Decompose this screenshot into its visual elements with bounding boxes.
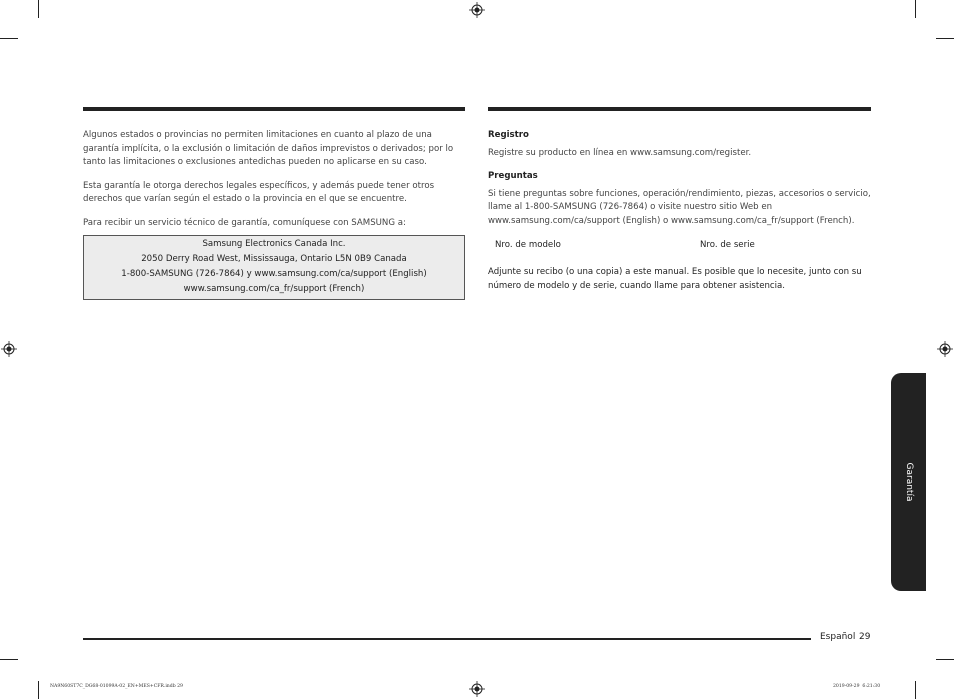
chapter-tab-label: Garantía <box>903 462 914 502</box>
model-serial-row <box>488 239 872 253</box>
section-rule-left <box>83 107 465 111</box>
registro-section <box>488 129 872 160</box>
section-rule-right <box>488 107 871 111</box>
crop-mark <box>0 38 18 39</box>
contact-intro-paragraph: Para recibir un servicio técnico de garantía, comuníquese con SAMSUNG a: <box>83 217 406 228</box>
address-french-support: www.samsung.com/ca_fr/support (French) <box>183 284 365 295</box>
registro-text: Registre su producto en línea en www.samsung.com/register. <box>488 147 752 158</box>
warranty-limitation-paragraph: Algunos estados o provincias no permiten limitaciones en cuanto al plazo de una garantía implícita, o la exclusión o limitación de daños imprevistos o derivados; por lo tanto las limitaciones o exclusiones antedichas pueden no aplicarse en su caso. <box>83 130 454 168</box>
right-column <box>488 129 872 294</box>
left-column <box>83 129 465 300</box>
preguntas-text: Si tiene preguntas sobre funciones, operación/rendimiento, piezas, accesorios o servicio, llame al 1-800-SAMSUNG (726-7864) o visite nuestro sitio Web en www.samsung.com/ca/support (English) o www.samsung.com/ca_fr/support (French). <box>488 188 871 226</box>
print-slug-left: NA9N60ST7C_DG68-01099A-02_EN+MES+CFR.indb 29 <box>50 684 183 689</box>
receipt-note: Adjunte su recibo (o una copia) a este manual. Es posible que lo necesite, junto con su número de modelo y de serie, cuando llame para obtener asistencia. <box>488 267 862 291</box>
crop-mark <box>936 659 954 660</box>
crop-mark <box>38 681 39 699</box>
registration-mark-icon <box>1 341 17 357</box>
chapter-tab <box>891 373 926 591</box>
footer-rule <box>83 638 811 640</box>
registration-mark-icon <box>469 2 485 18</box>
crop-mark <box>936 38 954 39</box>
address-phone-english-support: 1-800-SAMSUNG (726-7864) y www.samsung.com/ca/support (English) <box>121 268 427 279</box>
crop-mark <box>915 0 916 18</box>
crop-mark <box>38 0 39 18</box>
registro-heading: Registro <box>488 130 529 140</box>
registration-mark-icon <box>937 341 953 357</box>
address-company: Samsung Electronics Canada Inc. <box>202 238 346 249</box>
address-street: 2050 Derry Road West, Mississauga, Ontario L5N 0B9 Canada <box>141 253 407 264</box>
crop-mark <box>0 659 18 660</box>
page-number: 29 <box>859 632 871 642</box>
registration-mark-icon <box>469 681 485 697</box>
print-slug-right: 2019-09-29 ￼ 6:21:30 <box>833 684 881 689</box>
samsung-address-box <box>83 235 465 301</box>
footer-language: Español <box>820 632 856 642</box>
preguntas-heading: Preguntas <box>488 171 538 182</box>
model-number-label: Nro. de modelo <box>495 239 561 250</box>
preguntas-section <box>488 170 872 228</box>
legal-rights-paragraph: Esta garantía le otorga derechos legales específicos, y además puede tener otros derechos que varían según el estado o la provincia en el que se encuentre. <box>83 180 435 205</box>
serial-number-label: Nro. de serie <box>700 239 755 250</box>
crop-mark <box>915 681 916 699</box>
